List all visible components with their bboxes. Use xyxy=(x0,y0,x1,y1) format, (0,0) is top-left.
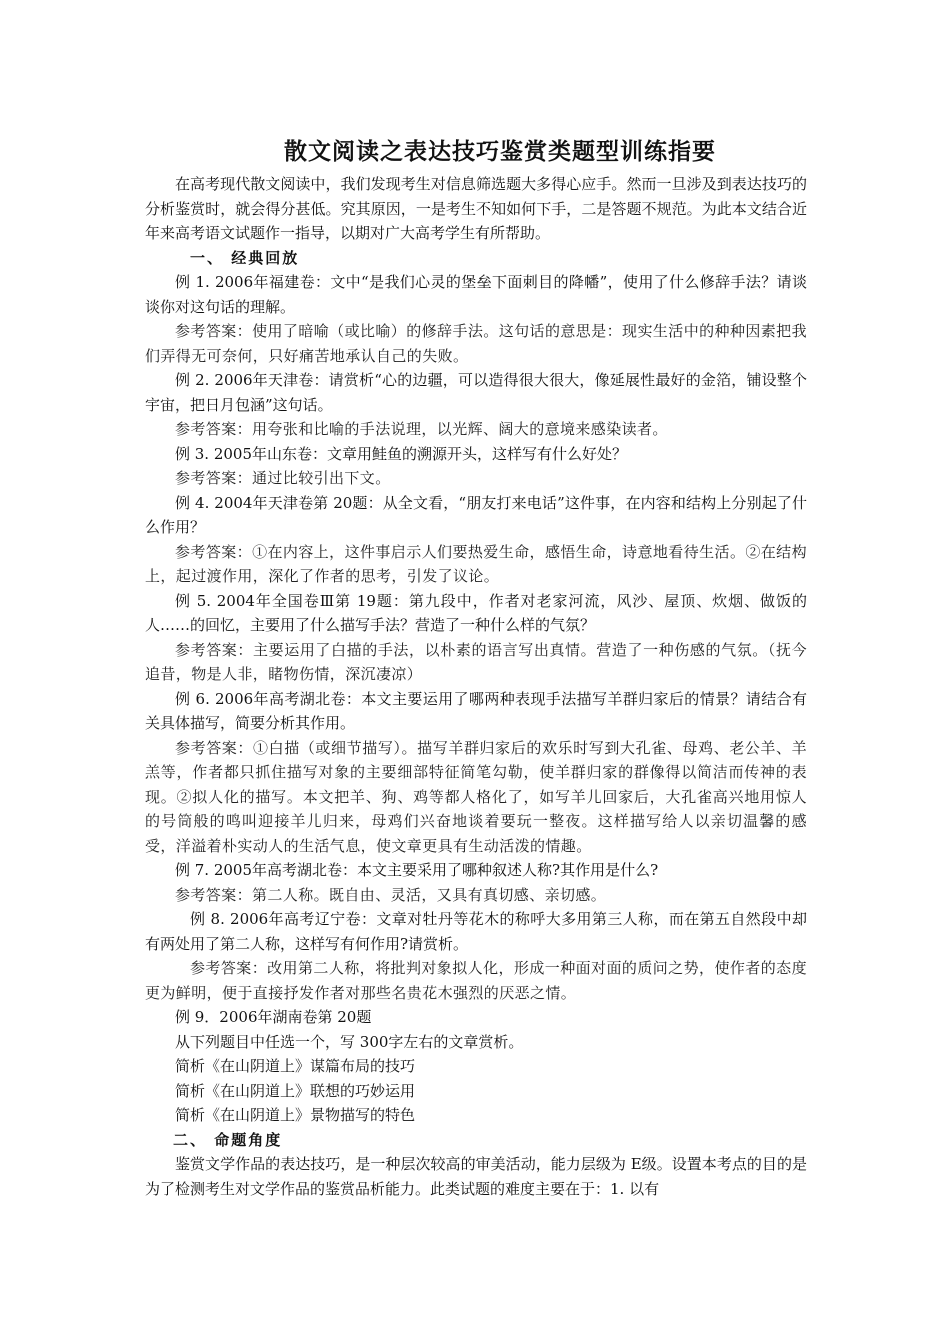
example-answer: 参考答案：用夸张和比喻的手法说理，以光辉、阔大的意境来感染读者。 xyxy=(175,420,668,438)
example-9-instruction: 从下列题目中任选一个，写 300字左右的文章赏析。 xyxy=(175,1032,524,1051)
section-heading-1: 一、 经典回放 xyxy=(190,248,300,267)
example-question: 例 8. 2006年高考辽宁卷：文章对牡丹等花木的称呼大多用第三人称，而在第五自然段中却有两处用了第二人称，这样写有何作用?请赏析。 xyxy=(145,910,807,953)
example-question: 例 5. 2004年全国卷Ⅲ第 19题：第九段中，作者对老家河流，风沙、屋顶、炊烟、做饭的人……的回忆，主要用了什么描写手法？营造了一种什么样的气氛？ xyxy=(145,591,807,634)
example-question: 例 1. 2006年福建卷：文中“是我们心灵的堡垒下面刺目的降幡”，使用了什么修辞手法？请谈谈你对这句话的理解。 xyxy=(145,273,807,316)
example-answer: 参考答案：改用第二人称，将批判对象拟人化，形成一种面对面的质问之势，使作者的态度更为鲜明，便于直接抒发作者对那些名贵花木强烈的厌恶之情。 xyxy=(145,959,807,1002)
example-9-heading: 例 9．2006年湖南卷第 20题 xyxy=(175,1008,372,1026)
section-2-paragraph: 鉴赏文学作品的表达技巧，是一种层次较高的审美活动，能力层级为 E级。设置本考点的目的是为了检测考生对文学作品的鉴赏品析能力。此类试题的难度主要在于：1. 以有 xyxy=(145,1155,807,1198)
section-heading-2: 二、 命题角度 xyxy=(173,1130,283,1149)
example-answer: 参考答案：主要运用了白描的手法，以朴素的语言写出真情。营造了一种伤感的气氛。（抚今追昔，物是人非，睹物伤情，深沉凄凉） xyxy=(145,640,807,683)
intro-paragraph: 在高考现代散文阅读中，我们发现考生对信息筛选题大多得心应手。然而一旦涉及到表达技巧的分析鉴赏时，就会得分甚低。究其原因，一是考生不知如何下手，二是答题不规范。为此本文结合近年来高考语文试题作一指导，以期对广大高考学生有所帮助。 xyxy=(145,175,807,242)
example-answer: 参考答案：第二人称。既自由、灵活，又具有真切感、亲切感。 xyxy=(175,885,607,904)
example-9-option: 简析《在山阴道上》谋篇布局的技巧 xyxy=(175,1057,416,1075)
example-question: 例 4. 2004年天津卷第 20题：从全文看，“朋友打来电话”这件事，在内容和结构上分别起了什么作用？ xyxy=(145,493,807,536)
document-title: 散文阅读之表达技巧鉴赏类题型训练指要 xyxy=(284,139,716,165)
example-9-option: 简析《在山阴道上》景物描写的特色 xyxy=(175,1106,416,1124)
example-answer: 参考答案：使用了暗喻（或比喻）的修辞手法。这句话的意思是：现实生活中的种种因素把我们弄得无可奈何，只好痛苦地承认自己的失败。 xyxy=(145,322,807,365)
example-question: 例 6. 2006年高考湖北卷：本文主要运用了哪两种表现手法描写羊群归家后的情景？请结合有关具体描写，简要分析其作用。 xyxy=(145,689,807,732)
example-question: 例 2. 2006年天津卷：请赏析“心的边疆，可以造得很大很大，像延展性最好的金箔，铺设整个宇宙，把日月包涵”这句话。 xyxy=(145,371,807,414)
example-question: 例 7. 2005年高考湖北卷：本文主要采用了哪种叙述人称?其作用是什么? xyxy=(175,861,659,879)
example-9-option: 简析《在山阴道上》联想的巧妙运用 xyxy=(175,1081,416,1100)
example-answer: 参考答案：①白描（或细节描写）。描写羊群归家后的欢乐时写到大孔雀、母鸡、老公羊、羊羔等，作者都只抓住描写对象的主要细部特征简笔勾勒，使羊群归家的群像得以简洁而传神的表现。②拟人化的描写。本文把羊、狗、鸡等都人格化了，如写羊儿回家后，大孔雀高兴地用惊人的号筒般的鸣叫迎接羊儿归来，母鸡们兴奋地谈着要玩一整夜。这样描写给人以亲切温馨的感受，洋溢着朴实动人的生活气息，使文章更具有生动活泼的情趣。 xyxy=(145,738,807,855)
example-answer: 参考答案：①在内容上，这件事启示人们要热爱生命，感悟生命，诗意地看待生活。②在结构上，起过渡作用，深化了作者的思考，引发了议论。 xyxy=(145,542,807,585)
document-body xyxy=(145,172,807,1201)
example-question: 例 3. 2005年山东卷：文章用鲑鱼的溯源开头，这样写有什么好处？ xyxy=(175,444,628,463)
example-answer: 参考答案：通过比较引出下文。 xyxy=(175,469,391,487)
